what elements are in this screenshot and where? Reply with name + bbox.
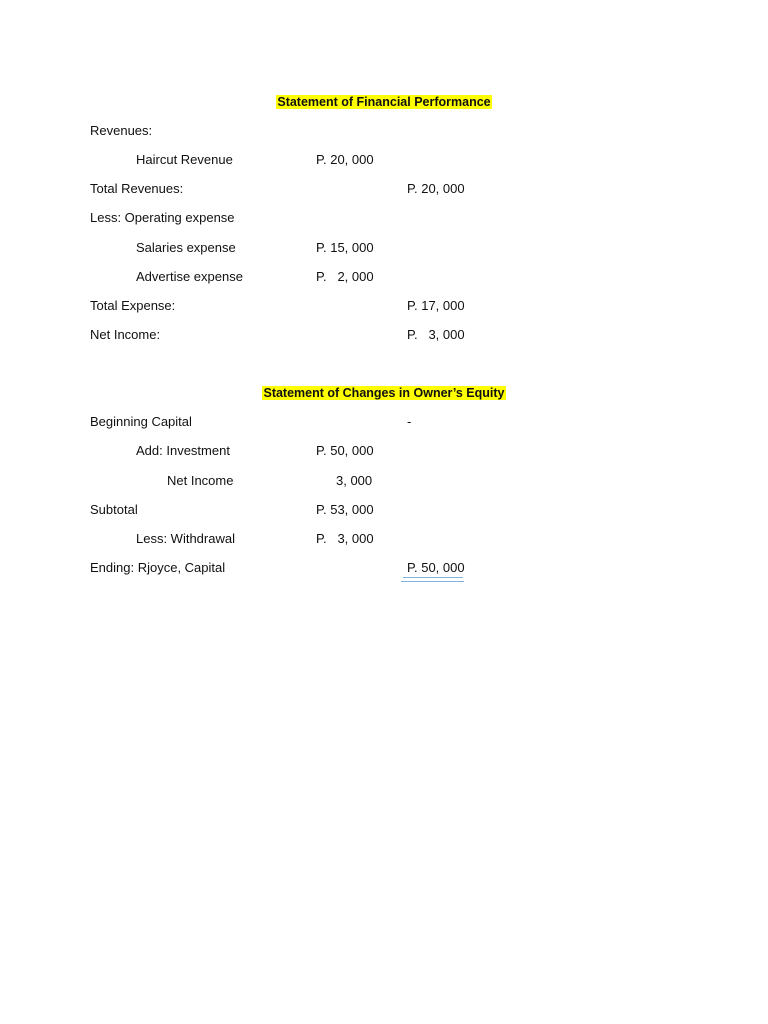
total-revenues-label: Total Revenues: [90, 181, 184, 196]
advertise-expense-amount: P. 2, 000 [316, 269, 374, 284]
haircut-revenue-amount: P. 20, 000 [316, 152, 374, 167]
add-investment-label: Add: Investment [136, 443, 230, 458]
salaries-expense-label: Salaries expense [136, 240, 236, 255]
beginning-capital-label: Beginning Capital [90, 414, 192, 429]
owners-equity-title: Statement of Changes in Owner’s Equity [263, 386, 505, 400]
salaries-expense-amount: P. 15, 000 [316, 240, 374, 255]
revenues-label: Revenues: [90, 123, 153, 138]
ending-capital-amount: P. 50, 000 [407, 560, 465, 575]
double-underline-top [403, 577, 463, 578]
advertise-expense-label: Advertise expense [136, 269, 243, 284]
net-income-amount: P. 3, 000 [407, 327, 465, 342]
subtotal-amount: P. 53, 000 [316, 502, 374, 517]
less-withdrawal-amount: P. 3, 000 [316, 531, 374, 546]
less-operating-expense-label: Less: Operating expense [90, 210, 235, 225]
financial-performance-title: Statement of Financial Performance [277, 95, 491, 109]
total-revenues-amount: P. 20, 000 [407, 181, 465, 196]
ending-capital-label: Ending: Rjoyce, Capital [90, 560, 226, 575]
haircut-revenue-label: Haircut Revenue [136, 152, 233, 167]
double-underline-bottom [401, 581, 464, 582]
net-income-add-label: Net Income [167, 473, 234, 488]
total-expense-label: Total Expense: [90, 298, 176, 313]
net-income-add-amount: 3, 000 [336, 473, 373, 488]
beginning-capital-amount: - [407, 414, 412, 429]
net-income-label: Net Income: [90, 327, 161, 342]
less-withdrawal-label: Less: Withdrawal [136, 531, 235, 546]
subtotal-label: Subtotal [90, 502, 138, 517]
total-expense-amount: P. 17, 000 [407, 298, 465, 313]
add-investment-amount: P. 50, 000 [316, 443, 374, 458]
